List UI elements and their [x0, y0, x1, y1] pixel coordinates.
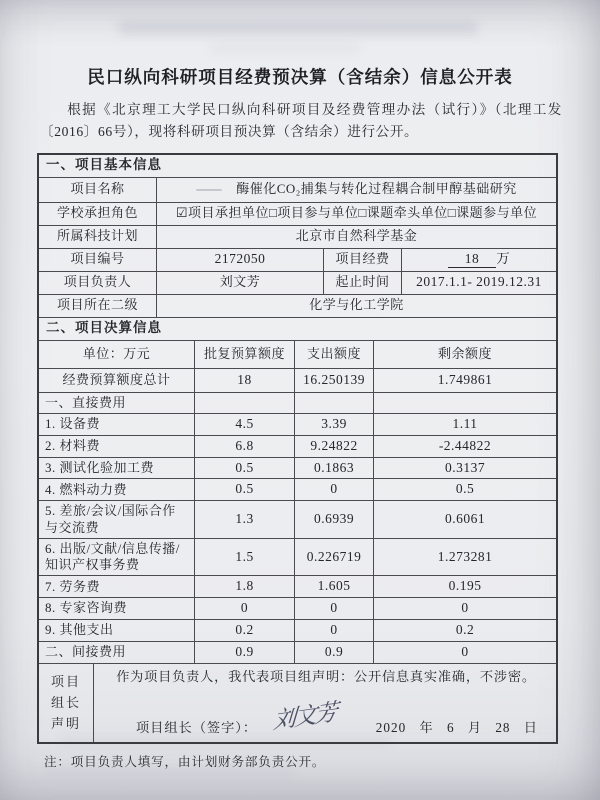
budget-spent: 0.6939	[295, 501, 374, 538]
budget-approved: 1.3	[195, 501, 295, 538]
funds-unit: 万	[496, 251, 511, 267]
declaration-label-line: 声明	[50, 716, 81, 731]
funds-amount: 18	[448, 251, 497, 269]
declaration-label-line: 项目	[50, 673, 81, 689]
intro-paragraph: 根据《北京理工大学民口纵向科研项目及经费管理办法（试行）》（北理工发〔2016〕66号），现将科研项目预决算（含结余）进行公开。	[40, 102, 562, 139]
budget-remaining: 0.195	[448, 578, 482, 594]
budget-approved: 0.5	[195, 479, 295, 500]
program-value: 北京市自然科学基金	[295, 228, 418, 244]
direct-costs-row	[39, 393, 556, 414]
budget-remaining: 0.6061	[444, 511, 486, 527]
budget-row-other	[39, 620, 556, 642]
budget-remaining: 1.749861	[437, 371, 493, 387]
budget-remaining: 1.11	[452, 415, 478, 431]
budget-spent: 0	[295, 620, 374, 641]
col-header-approved: 批复预算额度	[195, 341, 295, 368]
budget-spent: 16.250139	[295, 369, 374, 392]
budget-approved: 18	[195, 369, 295, 392]
budget-row-labor	[39, 576, 556, 598]
project-number-row	[39, 249, 556, 272]
budget-approved: 6.8	[195, 436, 295, 457]
budget-spent: 0	[295, 598, 374, 619]
period-label: 起止时间	[324, 272, 402, 294]
budget-approved: 4.5	[195, 414, 295, 435]
school-role-label: 学校承担角色	[39, 203, 157, 225]
page-title: 民口纵向科研项目经费预决算（含结余）信息公开表	[87, 67, 513, 87]
college-label: 项目所在二级	[39, 295, 157, 317]
school-role-checkboxes: ☑项目承担单位□项目参与单位□课题牵头单位□课题参与单位	[175, 205, 538, 221]
budget-remaining: 1.273281	[437, 548, 493, 564]
budget-remaining: 0.2	[455, 622, 475, 637]
budget-row-label: 5. 差旅/会议/国际合作与交流费	[39, 501, 195, 538]
signature-handwriting: 刘文芳	[272, 699, 337, 734]
budget-row-testing	[39, 458, 556, 480]
signature-label: 项目组长（签字）：	[136, 719, 258, 735]
project-name-row	[39, 178, 556, 203]
budget-row-label: 3. 测试化验加工费	[39, 458, 195, 479]
basic-info-section-header	[39, 155, 556, 178]
budget-row-label: 2. 材料费	[39, 436, 195, 457]
budget-spent: 0.9	[295, 642, 374, 663]
declaration-label-line: 组长	[50, 694, 81, 710]
budget-row-label: 1. 设备费	[39, 414, 195, 435]
budget-row-fuel	[39, 479, 556, 501]
project-name-value	[157, 178, 556, 202]
project-funds-value	[402, 249, 556, 271]
budget-row-label: 9. 其他支出	[39, 620, 195, 641]
declaration-row	[39, 664, 556, 742]
budget-approved: 1.5	[195, 539, 295, 576]
project-leader-label: 项目负责人	[39, 272, 157, 294]
budget-spent	[295, 393, 374, 413]
program-label: 所属科技计划	[39, 226, 157, 248]
budget-row-publication	[39, 539, 556, 577]
budget-spent: 0.226719	[295, 539, 374, 576]
budget-spent: 9.24822	[295, 436, 374, 457]
budget-row-travel	[39, 501, 556, 539]
period-value: 2017.1.1- 2019.12.31	[416, 274, 542, 290]
col-header-remaining: 剩余额度	[437, 345, 492, 361]
pencil-smudge	[196, 189, 222, 191]
budget-section-title: 二、项目决算信息	[46, 320, 162, 336]
project-name-label: 项目名称	[39, 178, 157, 202]
declaration-content	[94, 664, 556, 742]
budget-row-label: 一、直接费用	[39, 393, 195, 413]
budget-remaining: 0	[461, 643, 469, 659]
project-number-value: 2172050	[157, 249, 324, 271]
budget-row-materials	[39, 436, 556, 458]
project-leader-value: 刘文芳	[157, 272, 324, 294]
signature-date: 2020 年 6 月 28 日	[375, 719, 538, 735]
budget-row-label: 二、间接费用	[39, 642, 195, 663]
indirect-costs-row	[39, 642, 556, 664]
budget-row-label: 6. 出版/文献/信息传播/知识产权事务费	[39, 539, 195, 576]
college-row	[39, 295, 556, 318]
budget-spent: 1.605	[295, 576, 374, 597]
budget-remaining: -2.44822	[438, 437, 492, 453]
budget-spent: 0.1863	[295, 458, 374, 479]
budget-total-row	[39, 369, 556, 393]
budget-approved: 0	[195, 598, 295, 619]
program-row	[39, 226, 556, 249]
budget-row-label: 经费预算额度总计	[39, 369, 195, 392]
budget-spent: 3.39	[295, 414, 374, 435]
project-leader-row	[39, 272, 556, 295]
signature-line	[104, 699, 548, 736]
basic-info-section-title: 一、项目基本信息	[46, 157, 162, 173]
budget-row-label: 8. 专家咨询费	[39, 598, 195, 619]
declaration-label	[39, 664, 94, 742]
declaration-statement: 作为项目负责人，我代表项目组声明：公开信息真实准确，不涉密。	[116, 668, 536, 684]
budget-approved: 1.8	[195, 576, 295, 597]
budget-approved: 0.9	[195, 642, 295, 663]
budget-row-label: 4. 燃料动力费	[39, 479, 195, 500]
budget-remaining	[374, 393, 556, 413]
budget-approved	[195, 393, 295, 413]
form-table	[37, 153, 558, 745]
budget-approved: 0.2	[195, 620, 295, 641]
budget-section-header	[39, 318, 556, 341]
project-number-label: 项目编号	[39, 249, 157, 271]
project-funds-label: 项目经费	[324, 249, 402, 271]
budget-approved: 0.5	[195, 458, 295, 479]
budget-remaining: 0.3137	[444, 459, 486, 475]
budget-column-header-row	[39, 341, 556, 369]
col-header-unit: 单位：万元	[39, 341, 195, 368]
school-role-row	[39, 203, 556, 226]
budget-remaining: 0	[461, 600, 469, 616]
col-header-spent: 支出额度	[295, 341, 374, 368]
college-value: 化学与化工学院	[309, 297, 404, 313]
budget-spent: 0	[295, 479, 374, 500]
budget-row-equipment	[39, 414, 556, 436]
footnote: 注：项目负责人填写，由计划财务部负责公开。	[44, 755, 326, 769]
budget-remaining: 0.5	[455, 481, 475, 497]
budget-row-consulting	[39, 598, 556, 620]
budget-row-label: 7. 劳务费	[39, 576, 195, 597]
project-name-text: 酶催化CO₂捕集与转化过程耦合制甲醇基础研究	[236, 181, 517, 197]
